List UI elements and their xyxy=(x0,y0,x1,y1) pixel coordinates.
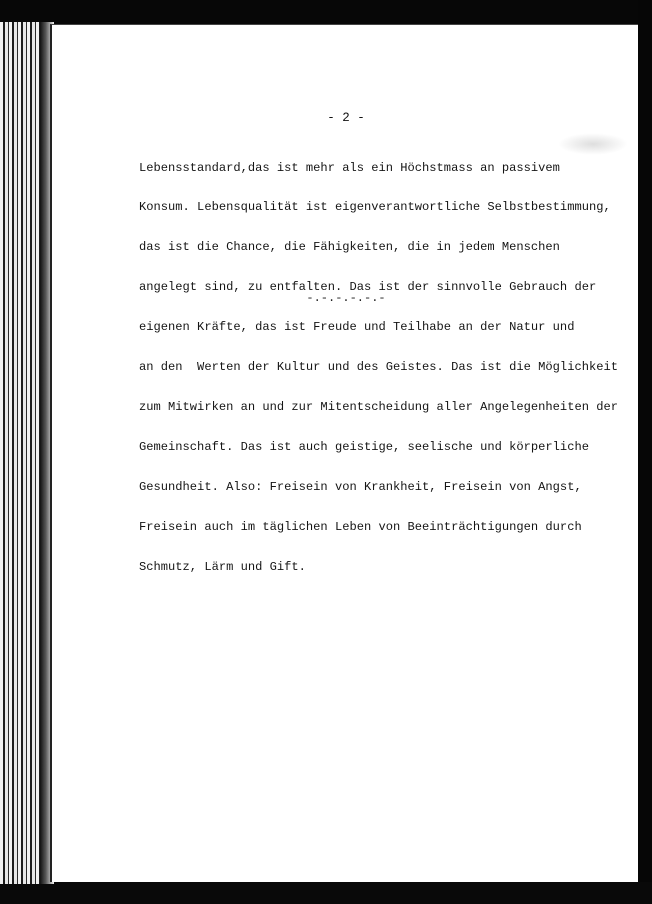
text-line: angelegt sind, zu entfalten. Das ist der sinnvolle Gebrauch der xyxy=(139,280,597,295)
text-line: Gemeinschaft. Das ist auch geistige, seelische und körperliche xyxy=(139,439,589,454)
section-separator: -.-.-.-.-.- xyxy=(306,291,386,305)
text-line: das ist die Chance, die Fähigkeiten, die in jedem Menschen xyxy=(139,240,560,255)
text-line: an den Werten der Kultur und des Geistes. Das ist die Möglichkeit xyxy=(139,360,618,375)
text-line: Gesundheit. Also: Freisein von Krankheit, Freisein von Angst, xyxy=(139,479,582,494)
text-line: zum Mitwirken an und zur Mitentscheidung aller Angelegenheiten der xyxy=(139,399,618,414)
text-line: Konsum. Lebensqualität ist eigenverantwortliche Selbstbestimmung, xyxy=(139,200,611,215)
scan-border-bottom xyxy=(0,882,652,904)
text-line: Freisein auch im täglichen Leben von Beeinträchtigungen durch xyxy=(139,519,582,534)
text-line: Lebensstandard,das ist mehr als ein Höchstmass an passivem xyxy=(139,160,560,175)
text-line: eigenen Kräfte, das ist Freude und Teilhabe an der Natur und xyxy=(139,320,575,335)
text-line: Schmutz, Lärm und Gift. xyxy=(139,559,306,574)
scan-border-right xyxy=(638,0,652,904)
document-page xyxy=(50,24,638,882)
scan-border-top xyxy=(0,0,652,24)
page-number: - 2 - xyxy=(327,111,365,125)
body-paragraph xyxy=(139,135,629,600)
